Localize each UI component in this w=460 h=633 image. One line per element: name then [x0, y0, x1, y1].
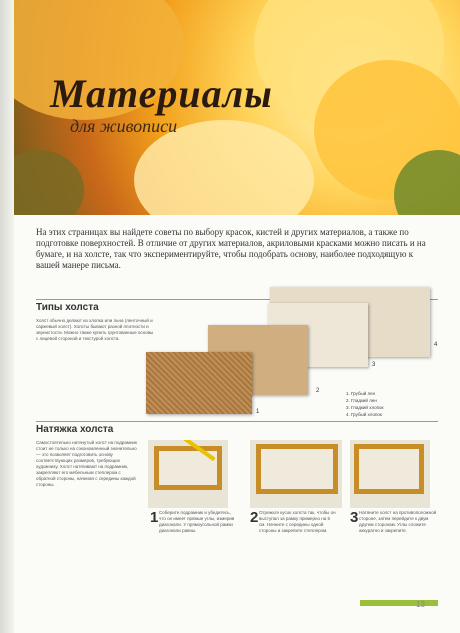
step-text: Отрежьте кусок холста так, чтобы он выступал за рамку примерно на 5 см. Начните с середины одной стороны и закрепите степлером.: [259, 510, 336, 533]
stretched-canvas: [354, 444, 424, 494]
intro-paragraph: На этих страницах вы найдете советы по выбору красок, кистей и других материалов, а также по подготовке поверхностей. В отличие от других материалов, акриловыми красками можно писать и на бумаге, и на холсте, так что экспериментируйте, чтобы подобрать основу, наиболее подходящую к вашей манере письма.: [36, 227, 426, 270]
hero-flower-image: [14, 0, 460, 215]
swatch-number: 2: [316, 388, 320, 394]
section-divider: [36, 421, 438, 422]
section-title-stretching: Натяжка холста: [36, 424, 114, 435]
stretching-text: Самостоятельно натянутый холст на подрамник стоит не только на сэкономленный значительно — это позволяет подготовить основу соответствующих размеров, требующих художнику. Холст натягивают на подрамник, закрепляют его мебельным степлером с обратной стороны, начиная с середины каждой стороны.: [36, 440, 137, 487]
canvas-swatch-1: [146, 352, 252, 414]
legend-item: 4. Грубый хлопок: [346, 412, 382, 417]
stretcher-frame-with-canvas: [256, 444, 338, 494]
page-title: Материалы: [50, 71, 273, 116]
swatch-number: 4: [434, 342, 438, 348]
step-text: Натяните холст на противоположной стороне, затем перейдите к двум другим сторонам. Углы сложите аккуратно и закрепите.: [359, 510, 437, 533]
legend-item: 3. Гладкий хлопок: [346, 405, 384, 410]
footer-accent-bar: [360, 600, 438, 606]
step-text: Соберите подрамник и убедитесь, что он имеет прямые углы, измерив диагонали. У прямоугольной рамки диагонали равны.: [159, 510, 235, 533]
canvas-types-text: Холст обычно делают из хлопка или льна (ленточный и саржевый холст). Холсты бывают разной плотности и зернистости. Можно также купить грунтованные основы с лицевой стороной и текстурой холста.: [36, 318, 154, 341]
swatch-number: 1: [256, 409, 260, 415]
legend-item: 1. Грубый лен: [346, 391, 376, 396]
stretcher-frame: [154, 446, 222, 490]
step-number: 3: [350, 509, 359, 526]
canvas-legend: [346, 390, 384, 418]
step-photo-3: [350, 440, 430, 508]
swatch-number: 3: [372, 362, 376, 368]
page-subtitle: для живописи: [70, 116, 178, 136]
legend-item: 2. Гладкий лен: [346, 398, 377, 403]
step-number: 2: [250, 509, 259, 526]
leaf-shape: [14, 150, 84, 215]
step-photo-2: [250, 440, 342, 508]
page-number: 13: [416, 600, 425, 609]
step-photo-1: [148, 440, 228, 508]
page-binding-shadow: [0, 0, 14, 633]
section-title-canvas-types: Типы холста: [36, 302, 99, 313]
step-number: 1: [150, 509, 159, 526]
